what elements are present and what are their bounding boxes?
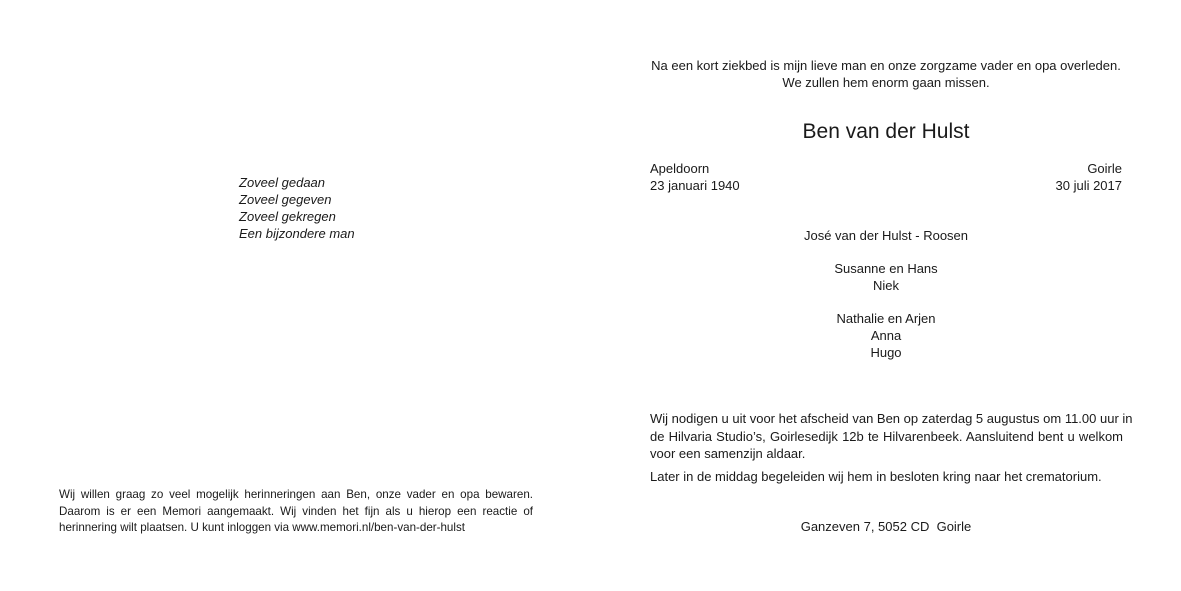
birth-date: 23 januari 1940	[650, 178, 740, 193]
invitation-line: voor een samenzijn aldaar.	[650, 446, 806, 461]
poem-line: Zoveel gekregen	[239, 209, 336, 224]
family-spouse: José van der Hulst - Roosen	[803, 228, 969, 243]
intro-text	[640, 57, 1132, 91]
family-group-1	[640, 260, 1132, 294]
poem-line: Zoveel gegeven	[239, 192, 332, 207]
invitation-paragraph	[650, 410, 1133, 463]
memori-line: Daarom is er een Memori aangemaakt. Wij vinden het fijn als u hierop een reactie of	[59, 504, 533, 518]
family-group-2	[640, 310, 1132, 361]
poem-line: Een bijzondere man	[239, 226, 355, 241]
intro-line: Na een kort ziekbed is mijn lieve man en onze zorgzame vader en opa overleden.	[651, 58, 1121, 73]
death-place: Goirle	[1087, 161, 1122, 176]
poem	[239, 174, 355, 242]
family-member: Hugo	[870, 345, 902, 360]
family-member: Susanne en Hans	[834, 261, 938, 276]
family-spouse-group	[640, 227, 1132, 244]
family-member: Nathalie en Arjen	[836, 311, 936, 326]
birth-place: Apeldoorn	[650, 161, 710, 176]
invitation-line: Wij nodigen u uit voor het afscheid van Ben op zaterdag 5 augustus om 11.00 uur in	[650, 411, 1133, 426]
poem-line: Zoveel gedaan	[239, 175, 326, 190]
death-info	[950, 160, 1122, 194]
family-member: Niek	[872, 278, 899, 293]
family-member: Anna	[870, 328, 902, 343]
memori-line: Wij willen graag zo veel mogelijk herinneringen aan Ben, onze vader en opa bewaren.	[59, 488, 533, 501]
deceased-name: Ben van der Hulst	[802, 120, 970, 143]
death-date: 30 juli 2017	[1055, 178, 1122, 193]
invitation-line: de Hilvaria Studio’s, Goirlesedijk 12b te Hilvarenbeek. Aansluitend bent u welkom	[650, 428, 1123, 444]
crematorium-note: Later in de middag begeleiden wij hem in besloten kring naar het crematorium.	[650, 469, 1102, 484]
family-list	[640, 227, 1132, 377]
memori-line: herinnering wilt plaatsen. U kunt inloggen via www.memori.nl/ben-van-der-hulst	[59, 521, 465, 534]
address: Ganzeven 7, 5052 CD Goirle	[800, 519, 972, 534]
birth-info	[650, 160, 740, 194]
memori-paragraph	[59, 487, 533, 537]
intro-line: We zullen hem enorm gaan missen.	[782, 75, 990, 90]
